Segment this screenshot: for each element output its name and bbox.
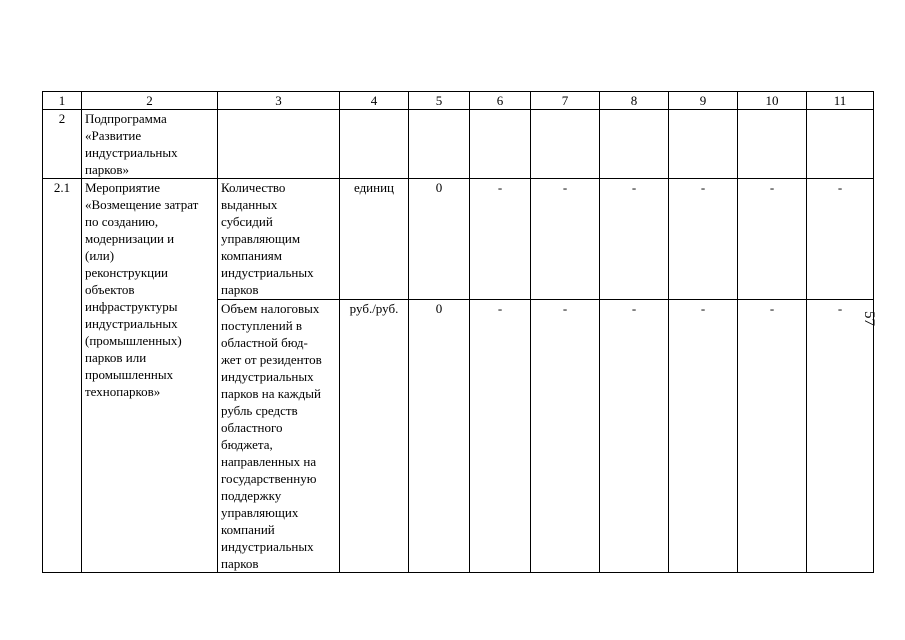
indicator-unit: руб./руб. (340, 300, 409, 573)
indicator-table (42, 91, 874, 573)
header-cell: 9 (669, 92, 738, 110)
page-number: 57 (861, 311, 877, 326)
value-cell: - (531, 179, 600, 300)
empty-cell (340, 110, 409, 179)
table-row-measure (43, 179, 874, 300)
header-cell: 8 (600, 92, 669, 110)
empty-cell (531, 110, 600, 179)
value-cell: - (470, 179, 531, 300)
row-title: Подпрограмма «Развитие индустриальных парков» (82, 110, 218, 179)
indicator-unit: единиц (340, 179, 409, 300)
value-cell: 0 (409, 179, 470, 300)
header-cell: 2 (82, 92, 218, 110)
empty-cell (600, 110, 669, 179)
value-cell: - (738, 300, 807, 573)
value-cell: - (470, 300, 531, 573)
value-cell: - (807, 179, 874, 300)
empty-cell (470, 110, 531, 179)
header-cell: 10 (738, 92, 807, 110)
header-cell: 4 (340, 92, 409, 110)
value-cell: - (738, 179, 807, 300)
value-cell: - (807, 300, 874, 573)
empty-cell (807, 110, 874, 179)
empty-cell (738, 110, 807, 179)
header-cell: 11 (807, 92, 874, 110)
empty-cell (218, 110, 340, 179)
header-cell: 3 (218, 92, 340, 110)
empty-cell (669, 110, 738, 179)
value-cell: - (531, 300, 600, 573)
header-cell: 1 (43, 92, 82, 110)
value-cell: 0 (409, 300, 470, 573)
table-row-subprogram (43, 110, 874, 179)
value-cell: - (669, 300, 738, 573)
value-cell: - (600, 300, 669, 573)
value-cell: - (669, 179, 738, 300)
header-cell: 5 (409, 92, 470, 110)
header-cell: 7 (531, 92, 600, 110)
row-number: 2.1 (43, 179, 82, 573)
value-cell: - (600, 179, 669, 300)
row-number: 2 (43, 110, 82, 179)
header-cell: 6 (470, 92, 531, 110)
indicator-name: Количество выданных субсидий управляющим компаниям индустриальных парков (218, 179, 340, 300)
indicator-name: Объем налоговых поступлений в областной бюд- жет от резидентов индустриальных парков на каждый рубль средств областного бюджета, направленных на государственную поддержку управляющих компаний индустриальных парков (218, 300, 340, 573)
empty-cell (409, 110, 470, 179)
column-number-row (43, 92, 874, 110)
row-title: Мероприятие «Возмещение затрат по созданию, модернизации и (или) реконструкции объектов инфраструктуры индустриальных (промышленных) парков или промышленных технопарков» (82, 179, 218, 573)
